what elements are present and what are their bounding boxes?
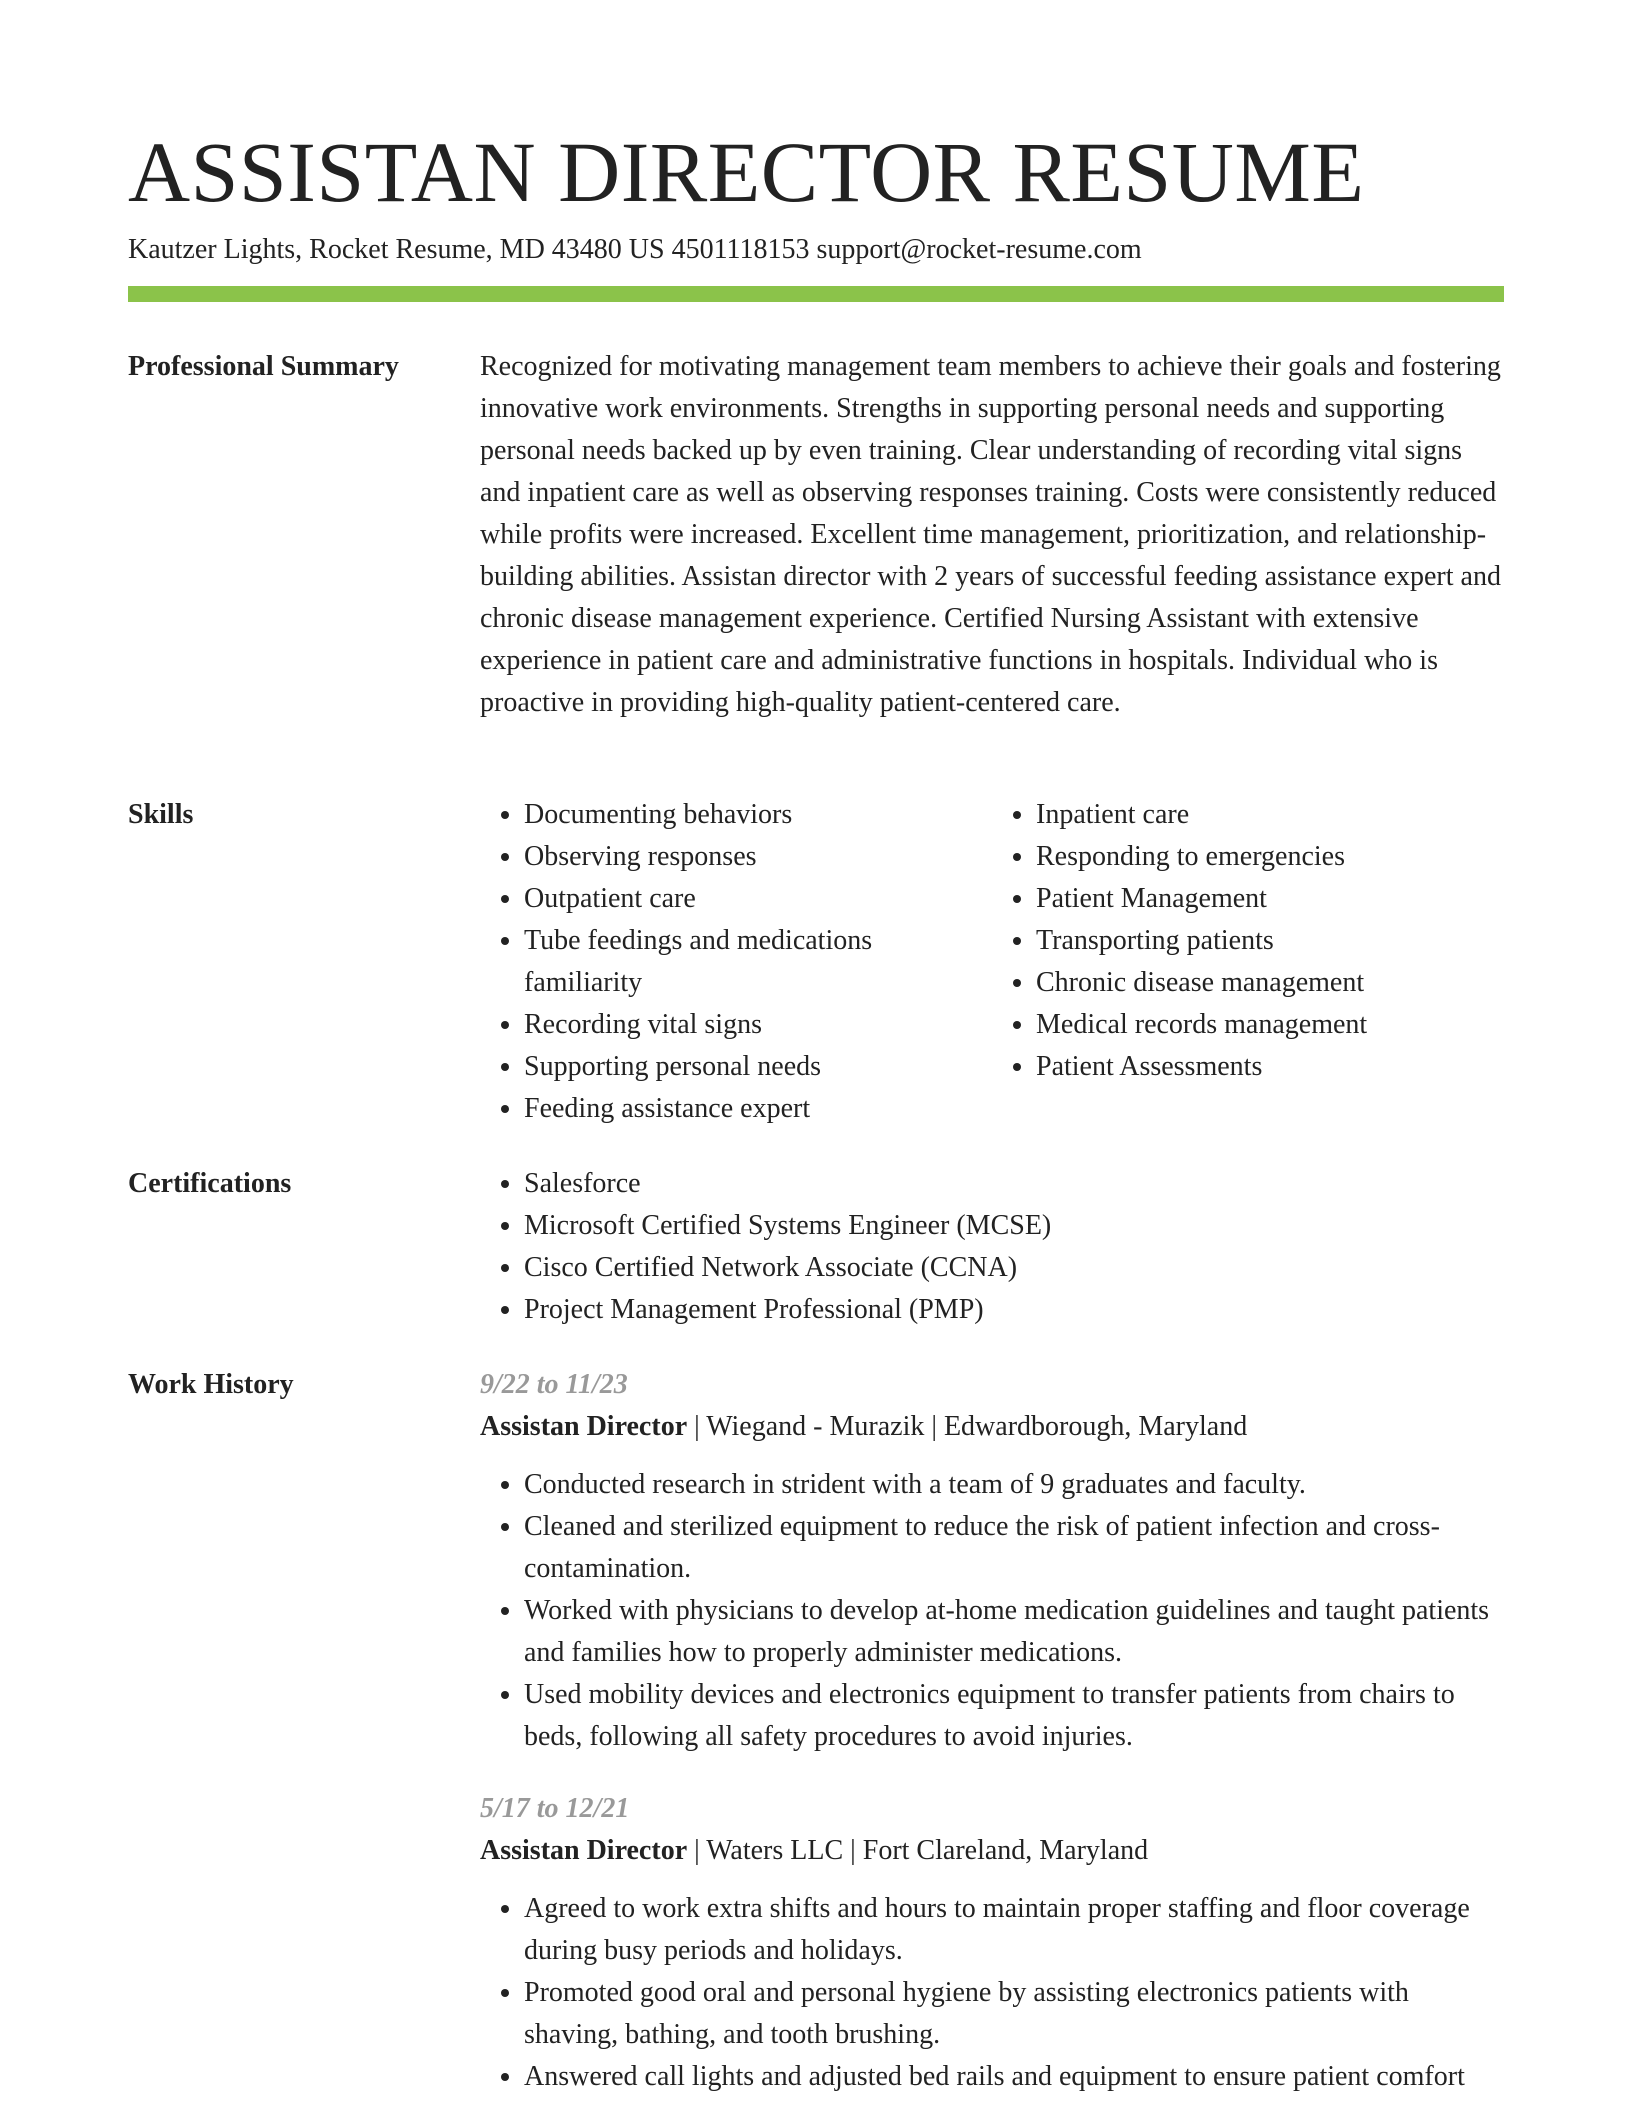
skills-label: Skills [128, 799, 194, 830]
list-item: • Project Management Professional (PMP) [524, 1289, 1504, 1331]
list-item: • Microsoft Certified Systems Engineer (MCSE) [524, 1205, 1504, 1247]
job-title: Assistan Director [480, 1835, 688, 1866]
list-item: • Transporting patients [1036, 920, 1484, 962]
job-dates: 5/17 to 12/21 [480, 1793, 630, 1824]
list-item: • Supporting personal needs [524, 1046, 972, 1088]
skills-list-left [480, 794, 992, 1130]
certifications-body [480, 1163, 1504, 1331]
summary-label: Professional Summary [128, 351, 399, 382]
job-entry [480, 1364, 1504, 1758]
list-item: • Patient Assessments [1036, 1046, 1484, 1088]
job-title: Assistan Director [480, 1411, 688, 1442]
skills-body [480, 794, 1504, 1130]
certifications-label: Certifications [128, 1168, 292, 1199]
job-dates: 9/22 to 11/23 [480, 1369, 628, 1400]
list-item: • Tube feedings and medications familiarity [524, 920, 972, 1004]
list-item: • Agreed to work extra shifts and hours to maintain proper staffing and floor coverage during busy periods and holidays. [524, 1888, 1504, 1972]
summary-body [480, 346, 1504, 724]
job-details: | Wiegand - Murazik | Edwardborough, Maryland [687, 1411, 1248, 1442]
job-heading [480, 1830, 1504, 1872]
summary-text: Recognized for motivating management team members to achieve their goals and fostering innovative work environments. Strengths in supporting personal needs and supporting personal needs backed up by even training. Clear understanding of recording vital signs and inpatient care as well as observing responses training. Costs were consistently reduced while profits were increased. Excellent time management, prioritization, and relationship-building abilities. Assistan director with 2 years of successful feeding assistance expert and chronic disease management experience. Certified Nursing Assistant with extensive experience in patient care and administrative functions in hospitals. Individual who is proactive in providing high-quality patient-centered care. [480, 351, 1501, 718]
list-item: • Responding to emergencies [1036, 836, 1484, 878]
job-bullets [480, 1888, 1504, 2098]
job-bullets [480, 1464, 1504, 1758]
list-item: • Feeding assistance expert [524, 1088, 972, 1130]
list-item: • Promoted good oral and personal hygiene by assisting electronics patients with shaving, bathing, and tooth brushing. [524, 1972, 1504, 2056]
list-item: • Observing responses [524, 836, 972, 878]
job-entry [480, 1788, 1504, 2098]
list-item: • Salesforce [524, 1163, 1504, 1205]
contact-line: Kautzer Lights, Rocket Resume, MD 43480 US 4501118153 support@rocket-resume.com [128, 234, 1142, 265]
list-item: • Chronic disease management [1036, 962, 1484, 1004]
certifications-list [480, 1163, 1504, 1331]
list-item: • Cleaned and sterilized equipment to reduce the risk of patient infection and cross-contamination. [524, 1506, 1504, 1590]
work-history-body [480, 1364, 1504, 2098]
list-item: • Cisco Certified Network Associate (CCNA) [524, 1247, 1504, 1289]
list-item: • Conducted research in strident with a team of 9 graduates and faculty. [524, 1464, 1504, 1506]
job-heading [480, 1406, 1504, 1448]
skills-list-right [992, 794, 1504, 1130]
list-item: • Used mobility devices and electronics equipment to transfer patients from chairs to beds, following all safety procedures to avoid injuries. [524, 1674, 1504, 1758]
resume-title: ASSISTAN DIRECTOR RESUME [128, 124, 1365, 220]
list-item: • Medical records management [1036, 1004, 1484, 1046]
list-item: • Answered call lights and adjusted bed rails and equipment to ensure patient comfort [524, 2056, 1504, 2098]
job-details: | Waters LLC | Fort Clareland, Maryland [687, 1835, 1149, 1866]
work-history-label: Work History [128, 1369, 294, 1400]
list-item: • Worked with physicians to develop at-home medication guidelines and taught patients and families how to properly administer medications. [524, 1590, 1504, 1674]
list-item: • Recording vital signs [524, 1004, 972, 1046]
list-item: • Patient Management [1036, 878, 1484, 920]
list-item: • Outpatient care [524, 878, 972, 920]
list-item: • Documenting behaviors [524, 794, 972, 836]
list-item: • Inpatient care [1036, 794, 1484, 836]
accent-divider [128, 286, 1504, 302]
